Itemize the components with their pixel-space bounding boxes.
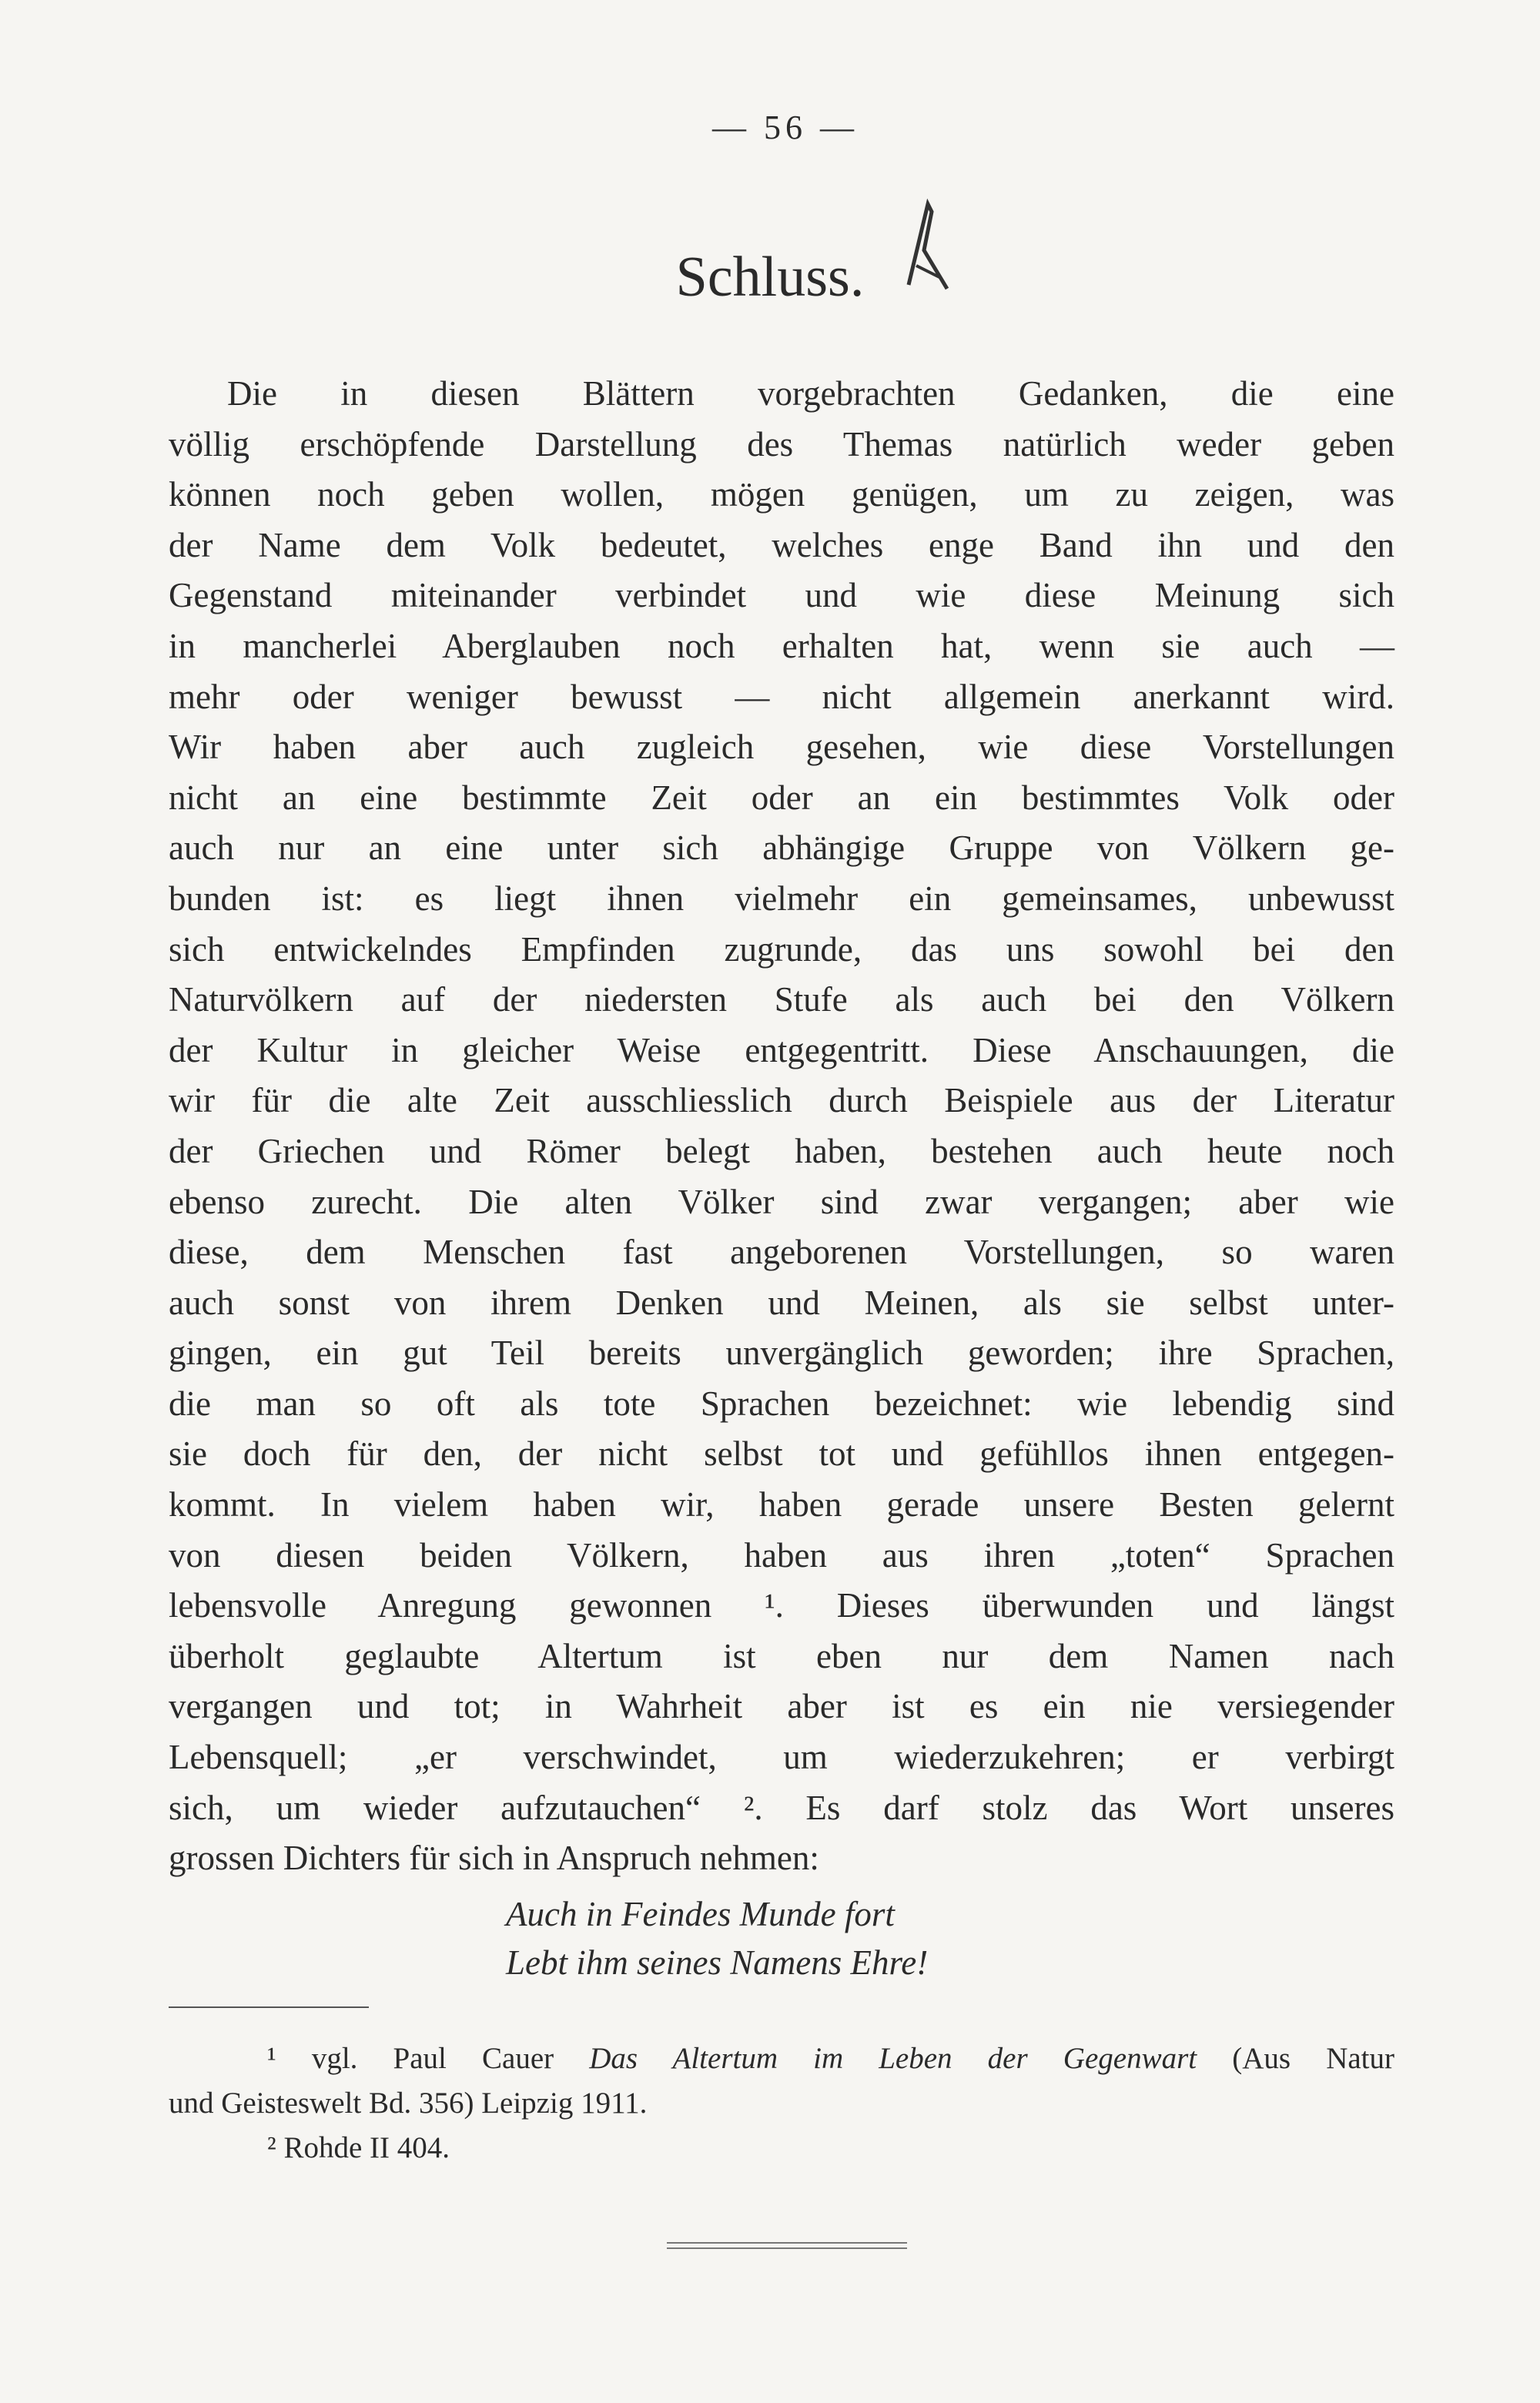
- footnote-1-line-2: und Geisteswelt Bd. 356) Leipzig 1911.: [169, 2087, 648, 2120]
- body-line: lebensvolle Anregung gewonnen ¹. Dieses überwunden und längst: [169, 1586, 1394, 1625]
- body-line: Lebensquell; „er verschwindet, um wiederzukehren; er verbirgt: [169, 1738, 1394, 1777]
- body-line: vergangen und tot; in Wahrheit aber ist es ein nie versiegender: [169, 1687, 1394, 1726]
- end-rule: [667, 2242, 907, 2244]
- footnote-2: ² Rohde II 404.: [267, 2131, 450, 2164]
- body-line: völlig erschöpfende Darstellung des Themas natürlich weder geben: [169, 424, 1394, 464]
- footnote-1-suffix: (Aus Natur: [1197, 2042, 1394, 2075]
- footnotes: [169, 2037, 1394, 2170]
- body-line: kommt. In vielem haben wir, haben gerade unsere Besten gelernt: [169, 1485, 1394, 1524]
- body-line: mehr oder weniger bewusst — nicht allgemein anerkannt wird.: [169, 677, 1394, 716]
- body-line: sich entwickelndes Empfinden zugrunde, das uns sowohl bei den: [169, 929, 1394, 969]
- footnote-1: [169, 2037, 1394, 2081]
- body-line: von diesen beiden Völkern, haben aus ihren „toten“ Sprachen: [169, 1535, 1394, 1575]
- body-line: auch nur an eine unter sich abhängige Gruppe von Völkern ge-: [169, 828, 1394, 868]
- verse-quote: [506, 1890, 928, 1987]
- body-line: überholt geglaubte Altertum ist eben nur dem Namen nach: [169, 1636, 1394, 1675]
- body-line: grossen Dichters für sich in Anspruch nehmen:: [169, 1839, 819, 1878]
- verse-line: Lebt ihm seines Namens Ehre!: [506, 1943, 929, 1982]
- end-rule: [667, 2247, 907, 2249]
- chapter-title: Schluss.: [675, 246, 865, 309]
- footnote-1-prefix: ¹ vgl. Paul Cauer: [267, 2042, 590, 2075]
- body-line: gingen, ein gut Teil bereits unvergänglich geworden; ihre Sprachen,: [169, 1334, 1394, 1373]
- body-line: Wir haben aber auch zugleich gesehen, wie diese Vorstellungen: [169, 728, 1394, 767]
- pencil-mark-icon: [893, 196, 955, 296]
- footnote-1-title: Das Altertum im Leben der Gegenwart: [589, 2042, 1197, 2075]
- body-line: wir für die alte Zeit ausschliesslich durch Beispiele aus der Literatur: [169, 1081, 1394, 1120]
- body-line: können noch geben wollen, mögen genügen, um zu zeigen, was: [169, 475, 1394, 514]
- body-line: nicht an eine bestimmte Zeit oder an ein bestimmtes Volk oder: [169, 778, 1394, 817]
- body-line: Die in diesen Blättern vorgebrachten Gedanken, die eine: [227, 374, 1394, 413]
- body-line: der Griechen und Römer belegt haben, bestehen auch heute noch: [169, 1131, 1394, 1170]
- page-number: — 56 —: [712, 109, 859, 146]
- body-line: sie doch für den, der nicht selbst tot und gefühllos ihnen entgegen-: [169, 1434, 1394, 1474]
- body-line: der Name dem Volk bedeutet, welches enge Band ihn und den: [169, 525, 1394, 564]
- body-line: auch sonst von ihrem Denken und Meinen, als sie selbst unter-: [169, 1283, 1394, 1322]
- body-line: diese, dem Menschen fast angeborenen Vorstellungen, so waren: [169, 1233, 1394, 1272]
- body-line: die man so oft als tote Sprachen bezeichnet: wie lebendig sind: [169, 1384, 1394, 1423]
- body-line: sich, um wieder aufzutauchen“ ². Es darf stolz das Wort unseres: [169, 1788, 1394, 1827]
- body-line: Gegenstand miteinander verbindet und wie diese Meinung sich: [169, 576, 1394, 615]
- body-line: Naturvölkern auf der niedersten Stufe als auch bei den Völkern: [169, 980, 1394, 1019]
- body-line: in mancherlei Aberglauben noch erhalten hat, wenn sie auch —: [169, 626, 1394, 665]
- body-line: bunden ist: es liegt ihnen vielmehr ein gemeinsames, unbewusst: [169, 879, 1394, 918]
- footnote-rule: [169, 2006, 369, 2008]
- verse-line: Auch in Feindes Munde fort: [506, 1895, 895, 1933]
- body-line: ebenso zurecht. Die alten Völker sind zwar vergangen; aber wie: [169, 1182, 1394, 1221]
- body-line: der Kultur in gleicher Weise entgegentritt. Diese Anschauungen, die: [169, 1030, 1394, 1069]
- body-text: [169, 369, 1394, 1884]
